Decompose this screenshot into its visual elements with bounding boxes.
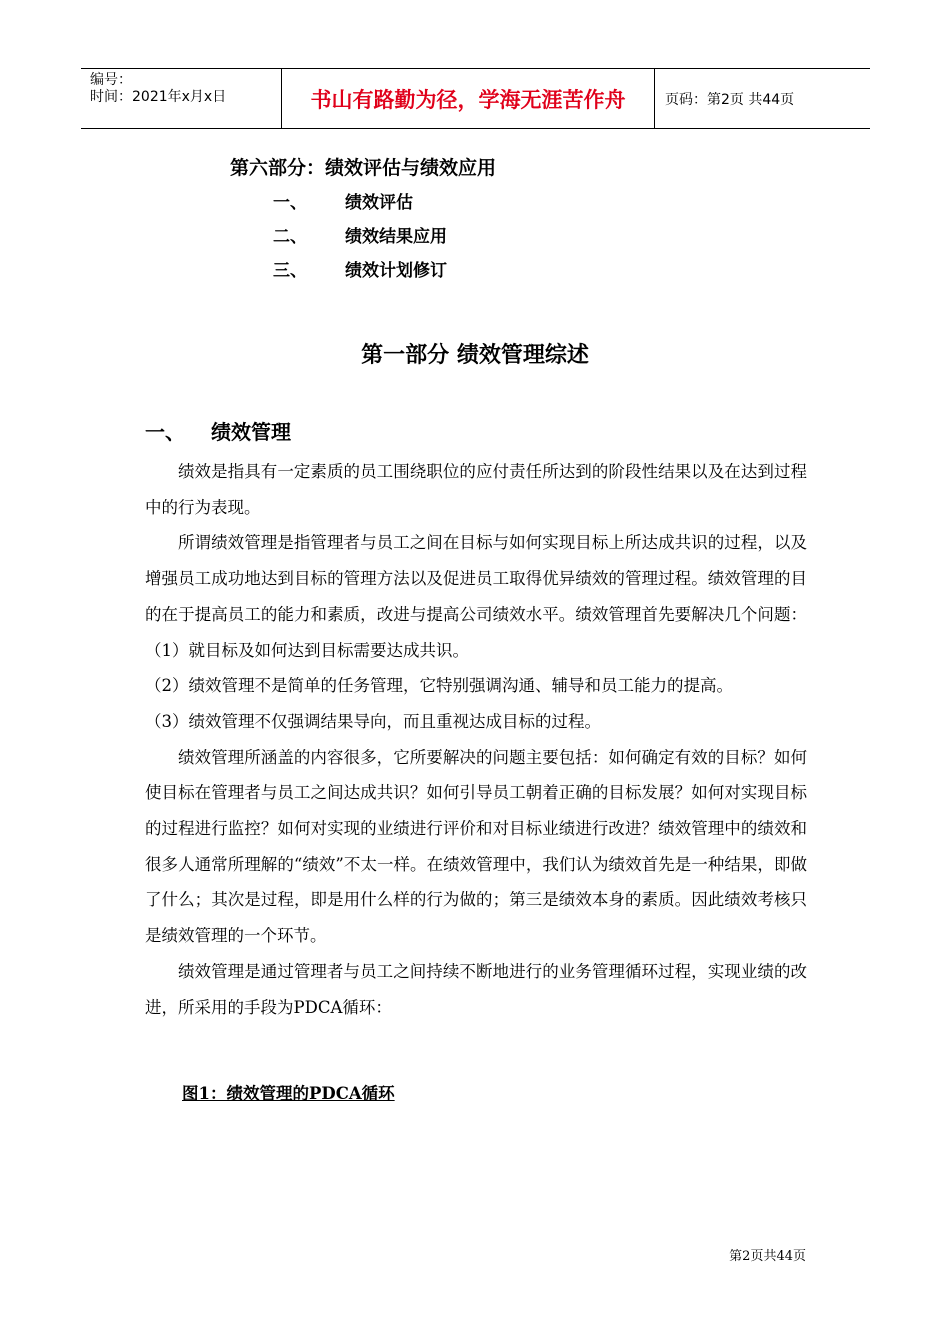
page-footer: 第2页共44页 [729,1249,806,1264]
toc-item-label: 绩效评估 [345,193,413,213]
toc-item-number: 二、 [273,227,307,247]
toc-item-label: 绩效计划修订 [345,261,447,281]
toc-item-number: 三、 [273,261,307,281]
page-indicator: 页码：第2页 共44页 [665,91,795,108]
toc-item [273,259,447,283]
header-meta-cell [81,69,282,128]
paragraph: 所谓绩效管理是指管理者与员工之间在目标与如何实现目标上所达成共识的过程，以及增强员工成功地达到目标的管理方法以及促进员工取得优异绩效的管理过程。绩效管理的目的在于提高员工的能力和素质，改进与提高公司绩效水平。绩效管理首先要解决几个问题：（1）就目标及如何达到目标需要达成共识。 [145,533,807,660]
header-motto-cell [282,69,655,128]
header-page-cell [655,69,870,128]
toc-item-number: 一、 [273,193,307,213]
section-title: 绩效管理 [211,420,291,444]
paragraph: 绩效管理是通过管理者与员工之间持续不断地进行的业务管理循环过程，实现业绩的改进，所采用的手段为PDCA循环： [145,961,807,1017]
section-number: 一、 [145,420,185,444]
toc-title: 第六部分：绩效评估与绩效应用 [230,157,497,179]
motto-text: 书山有路勤为径，学海无涯苦作舟 [310,87,626,112]
date-label: 时间：2021年x月x日 [90,89,227,105]
paragraph: （3）绩效管理不仅强调结果导向，而且重视达成目标的过程。 [145,711,601,731]
paragraph: 绩效是指具有一定素质的员工围绕职位的应付责任所达到的阶段性结果以及在达到过程中的行为表现。 [145,462,807,517]
toc-item-label: 绩效结果应用 [345,227,447,247]
body-text [145,454,807,1025]
section-heading [145,417,291,447]
figure-caption: 图1：绩效管理的PDCA循环 [182,1084,395,1103]
part-title: 第一部分 绩效管理综述 [361,343,589,368]
number-label: 编号： [90,72,132,88]
header-table [81,68,870,129]
paragraph: （2）绩效管理不是简单的任务管理，它特别强调沟通、辅导和员工能力的提高。 [145,676,733,696]
toc-item [273,191,413,215]
paragraph: 绩效管理所涵盖的内容很多，它所要解决的问题主要包括：如何确定有效的目标？如何使目标在管理者与员工之间达成共识？如何引导员工朝着正确的目标发展？如何对实现目标的过程进行监控？如何对实现的业绩进行评价和对目标业绩进行改进？绩效管理中的绩效和很多人通常所理解的“绩效”不太一样。在绩效管理中，我们认为绩效首先是一种结果，即做了什么；其次是过程，即是用什么样的行为做的；第三是绩效本身的素质。因此绩效考核只是绩效管理的一个环节。 [145,747,807,946]
toc-item [273,225,447,249]
